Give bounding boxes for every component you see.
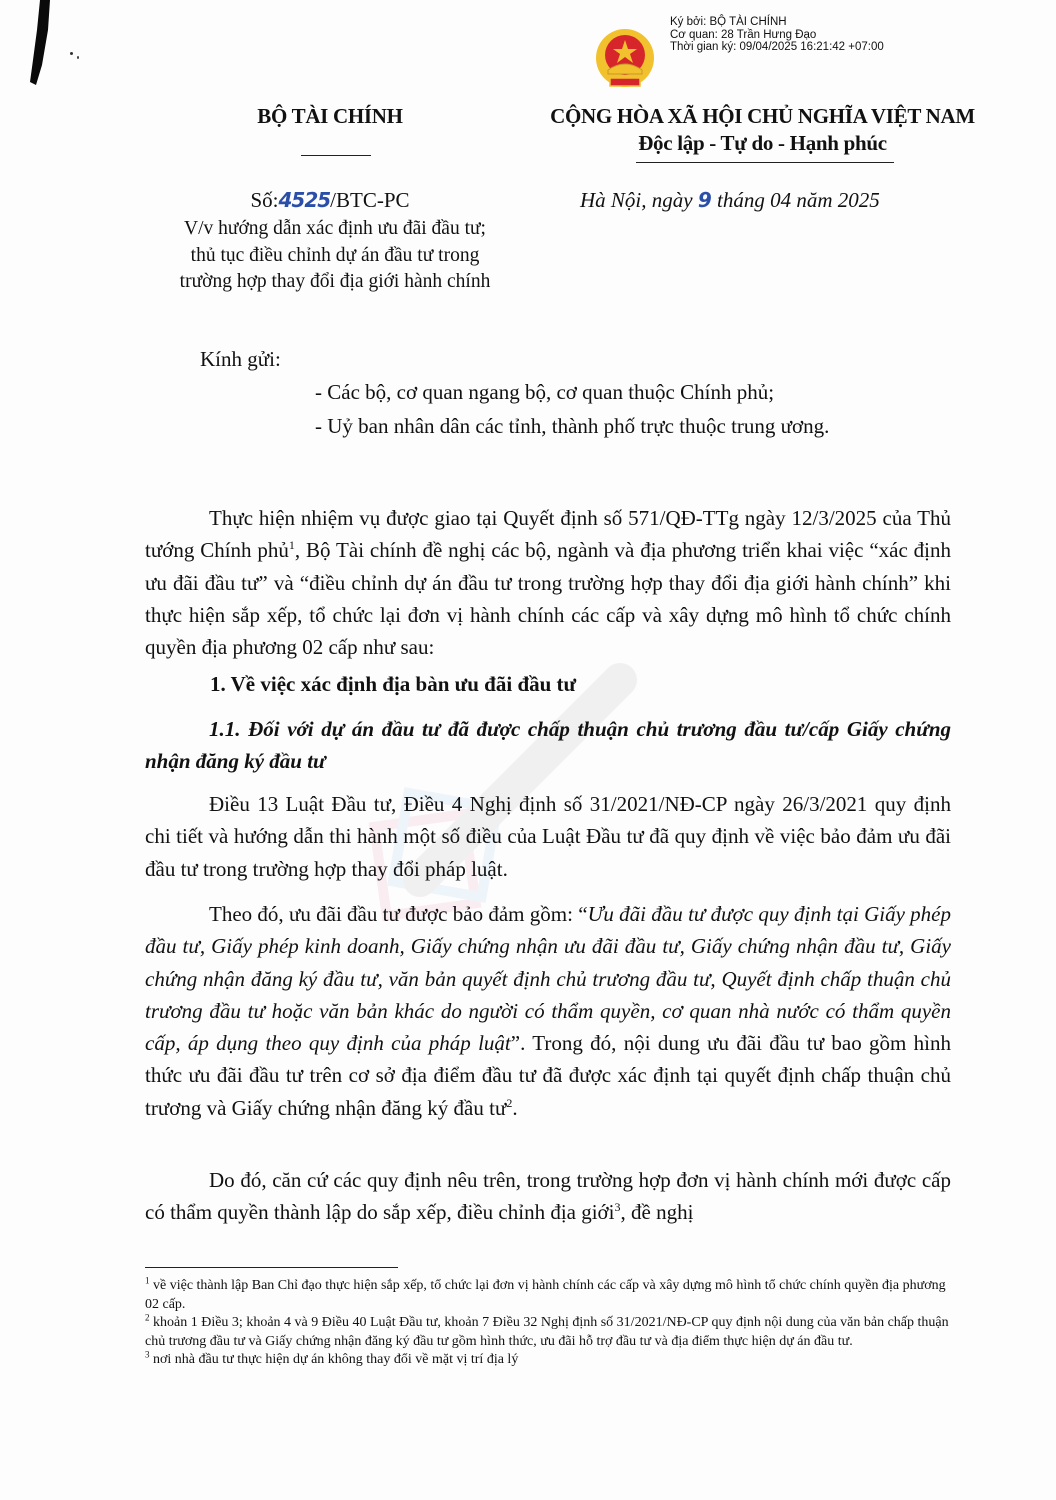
doc-number-handwritten: 4525	[278, 188, 331, 212]
footnote-number: 3	[145, 1349, 150, 1360]
paragraph	[145, 898, 951, 1124]
divider	[301, 155, 371, 156]
document-subject	[130, 216, 540, 296]
paragraph	[145, 1164, 951, 1229]
intro-paragraph	[145, 502, 951, 663]
footnote-ref: 2	[506, 1095, 513, 1110]
recipient-item: - Uỷ ban nhân dân các tỉnh, thành phố trực thuộc trung ương.	[315, 414, 830, 438]
footnotes	[145, 1277, 951, 1370]
document-number	[180, 188, 480, 213]
date-prefix: Hà Nội, ngày	[580, 188, 698, 212]
footnote-text: khoản 1 Điều 3; khoản 4 và 9 Điều 40 Luật Đầu tư, khoản 7 Điều 32 Nghị định số 31/2021/NĐ-CP quy định nội dung của văn bản chấp thuận chủ trương đầu tư và Giấy chứng nhận đăng ký đầu tư gồm hình thức, ưu đãi hỗ trợ đầu tư và địa điểm thực hiện dự án đầu tư.	[145, 1315, 949, 1349]
scan-mark	[28, 0, 50, 85]
footnote	[145, 1277, 951, 1314]
digital-signature-info	[670, 16, 884, 54]
national-motto: Độc lập - Tự do - Hạnh phúc	[638, 131, 887, 155]
document-date	[580, 188, 880, 213]
scan-dot	[77, 56, 79, 59]
footnote-number: 1	[145, 1275, 150, 1286]
recipient-item: - Các bộ, cơ quan ngang bộ, cơ quan thuộc Chính phủ;	[315, 380, 775, 404]
paragraph-text: , đề nghị	[620, 1200, 694, 1225]
section-heading: 1. Về việc xác định địa bàn ưu đãi đầu tư	[210, 672, 577, 696]
paragraph-text: ”. Trong đó, nội dung ưu đãi đầu tư bao gồm hình thức ưu đãi đầu tư trên cơ sở địa điểm đầu tư đã được xác định tại quyết định chấp thuận chủ trương và Giấy chứng nhận đăng ký đầu tư	[145, 1031, 951, 1120]
signing-time: Thời gian ký: 09/04/2025 16:21:42 +07:00	[670, 41, 884, 53]
paragraph-text: Điều 13 Luật Đầu tư, Điều 4 Nghị định số 31/2021/NĐ-CP ngày 26/3/2021 quy định chi tiết và hướng dẫn thi hành một số điều của Luật Đầu tư đã quy định về việc bảo đảm ưu đãi đầu tư trong trường hợp thay đổi pháp luật.	[145, 792, 951, 881]
nation-title: CỘNG HÒA XÃ HỘI CHỦ NGHĨA VIỆT NAM	[550, 104, 975, 128]
national-emblem-icon	[592, 28, 658, 92]
footnote	[145, 1351, 951, 1370]
intro-text: , Bộ Tài chính đề nghị các bộ, ngành và địa phương triển khai việc “xác định ưu đãi đầu tư” và “điều chỉnh dự án đầu tư trong trường hợp thay đổi địa giới hành chính” khi thực hiện sắp xếp, tổ chức lại đơn vị hành chính các cấp và xây dựng mô hình tổ chức chính quyền địa phương 02 cấp như sau:	[145, 538, 951, 660]
quoted-text: Ưu đãi đầu tư được quy định tại Giấy phép đầu tư, Giấy phép kinh doanh, Giấy chứng nhận ưu đãi đầu tư, Giấy chứng nhận đầu tư, Giấy chứng nhận đăng ký đầu tư, văn bản quyết định chủ trương đầu tư, Quyết định chấp thuận chủ trương đầu tư hoặc văn bản khác do người có thẩm quyền, cơ quan nhà nước có thẩm quyền cấp, áp dụng theo quy định của pháp luật	[145, 902, 951, 1056]
signing-agency: Cơ quan: 28 Trần Hưng Đạo	[670, 28, 817, 41]
footnote-number: 2	[145, 1312, 150, 1323]
paragraph-text: Theo đó, ưu đãi đầu tư được bảo đảm gồm: “	[209, 902, 588, 926]
divider	[636, 162, 894, 163]
subject-line: V/v hướng dẫn xác định ưu đãi đầu tư;	[184, 218, 486, 239]
subsection-heading: 1.1. Đối với dự án đầu tư đã được chấp thuận chủ trương đầu tư/cấp Giấy chứng nhận đăng ký đầu tư	[145, 717, 951, 773]
doc-number-prefix: Số:	[250, 188, 279, 212]
footnote-ref: 1	[288, 538, 295, 553]
paragraph-text: Do đó, căn cứ các quy định nêu trên, trong trường hợp đơn vị hành chính mới được cấp có thẩm quyền thành lập do sắp xếp, điều chỉnh địa giới	[145, 1168, 951, 1225]
footnote-text: nơi nhà đầu tư thực hiện dự án không thay đổi về mặt vị trí địa lý	[149, 1352, 519, 1367]
footnote	[145, 1314, 951, 1351]
date-suffix: tháng 04 năm 2025	[711, 188, 880, 212]
doc-number-suffix: /BTC-PC	[330, 188, 410, 212]
issuing-organization: BỘ TÀI CHÍNH	[257, 104, 403, 128]
subject-line: thủ tục điều chỉnh dự án đầu tư trong	[190, 244, 480, 266]
scan-dot	[70, 52, 73, 55]
footnote-text: về việc thành lập Ban Chỉ đạo thực hiện sắp xếp, tổ chức lại đơn vị hành chính các cấp và xây dựng mô hình tổ chức chính quyền địa phương 02 cấp.	[145, 1278, 946, 1312]
date-day-handwritten: 9	[697, 188, 712, 212]
paragraph-text: .	[512, 1095, 518, 1120]
subject-line: trường hợp thay đổi địa giới hành chính	[179, 271, 491, 292]
signed-by: Ký bởi: BỘ TÀI CHÍNH	[670, 16, 787, 28]
intro-text: Thực hiện nhiệm vụ được giao tại Quyết định số 571/QĐ-TTg ngày 12/3/2025 của Thủ tướng Chính phủ	[145, 506, 951, 563]
paragraph	[145, 788, 951, 885]
footnote-divider	[145, 1267, 398, 1268]
recipients-label: Kính gửi:	[200, 347, 281, 371]
footnote-ref: 3	[614, 1200, 621, 1215]
